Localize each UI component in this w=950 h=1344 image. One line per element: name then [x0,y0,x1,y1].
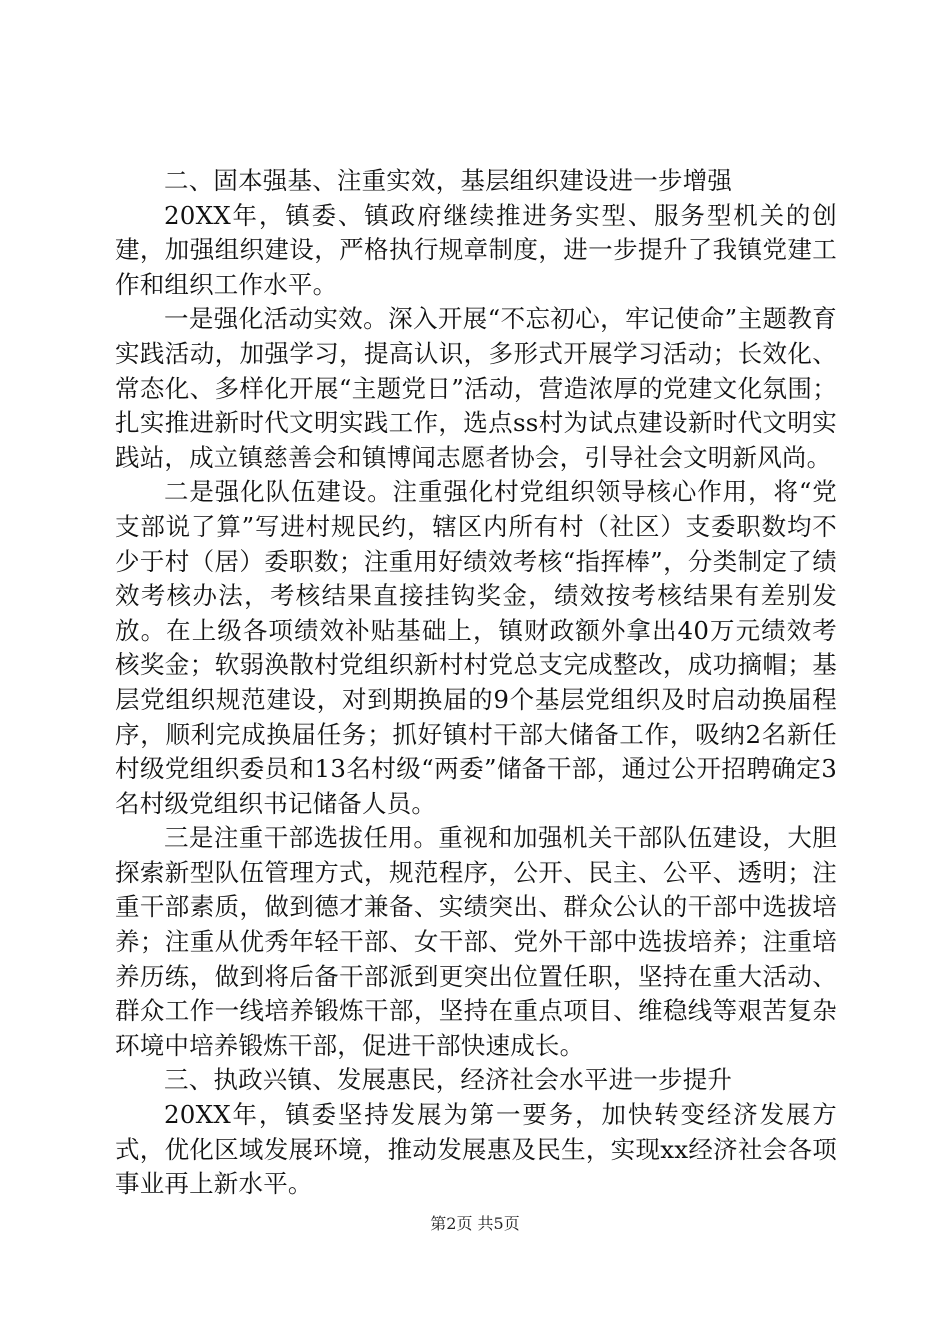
paragraph-team-building: 二是强化队伍建设。注重强化村党组织领导核心作用，将“党支部说了算”写进村规民约，辖区内所有村（社区）支委职数均不少于村（居）委职数；注重用好绩效考核“指挥棒”，分类制定了绩效考核办法，考核结果直接挂钩奖金，绩效按考核结果有差别发放。在上级各项绩效补贴基础上，镇财政额外拿出40万元绩效考核奖金；软弱涣散村党组织新村村党总支完成整改，成功摘帽；基层党组织规范建设，对到期换届的9个基层党组织及时启动换届程序，顺利完成换届任务；抓好镇村干部大储备工作，吸纳2名新任村级党组织委员和13名村级“两委”储备干部，通过公开招聘确定3名村级党组织书记储备人员。 [115,477,837,818]
paragraph-cadre-selection: 三是注重干部选拔任用。重视和加强机关干部队伍建设，大胆探索新型队伍管理方式，规范程序，公开、民主、公平、透明；注重干部素质，做到德才兼备、实绩突出、群众公认的干部中选拔培养；注重从优秀年轻干部、女干部、党外干部中选拔培养；注重培养历练，做到将后备干部派到更突出位置任职，坚持在重大活动、群众工作一线培养锻炼干部，坚持在重点项目、维稳线等艰苦复杂环境中培养锻炼干部，促进干部快速成长。 [115,823,837,1060]
paragraph-intro: 20XX年，镇委、镇政府继续推进务实型、服务型机关的创建，加强组织建设，严格执行规章制度，进一步提升了我镇党建工作和组织工作水平。 [115,200,837,299]
document-body [115,164,837,1202]
section-heading-two: 二、固本强基、注重实效，基层组织建设进一步增强 [164,166,733,195]
paragraph-activities: 一是强化活动实效。深入开展“不忘初心，牢记使命”主题教育实践活动，加强学习，提高认识，多形式开展学习活动；长效化、常态化、多样化开展“主题党日”活动，营造浓厚的党建文化氛围；扎实推进新时代文明实践工作，选点ss村为试点建设新时代文明实践站，成立镇慈善会和镇博闻志愿者协会，引导社会文明新风尚。 [115,304,837,472]
page-number-footer: 第2页 共5页 [430,1214,520,1233]
section-heading-three: 三、执政兴镇、发展惠民，经济社会水平进一步提升 [164,1065,733,1095]
paragraph-economy: 20XX年，镇委坚持发展为第一要务，加快转变经济发展方式，优化区域发展环境，推动发展惠及民生，实现xx经济社会各项事业再上新水平。 [115,1100,837,1199]
